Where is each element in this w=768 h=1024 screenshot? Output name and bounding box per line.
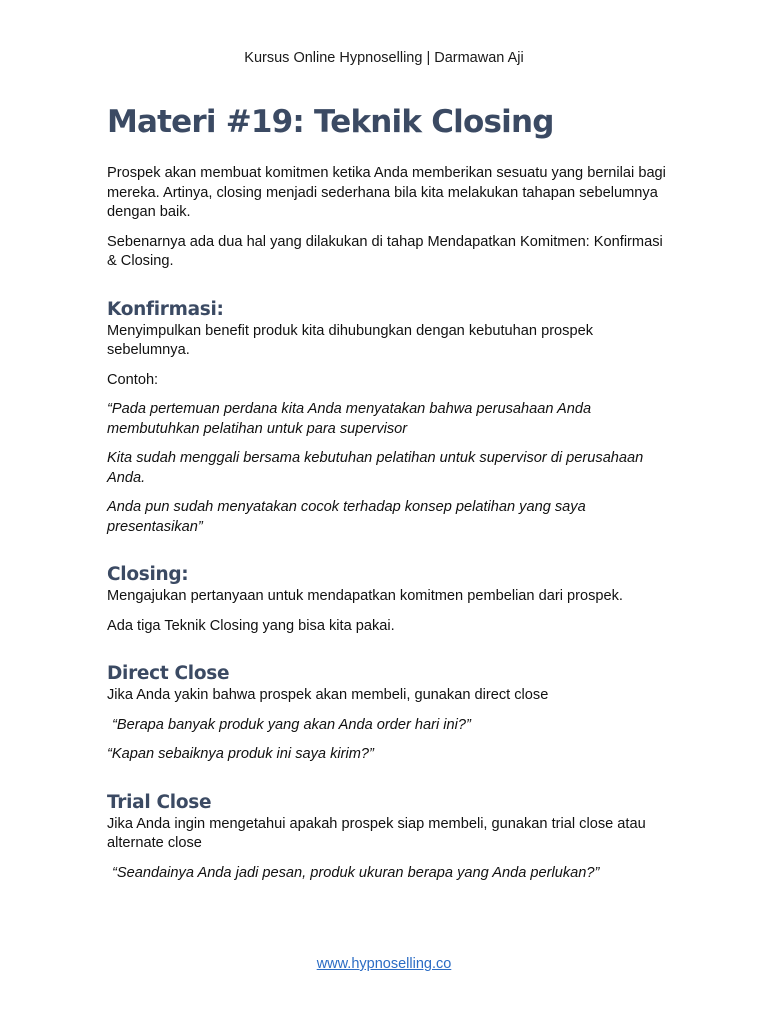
konfirmasi-body: Menyimpulkan benefit produk kita dihubungkan dengan kebutuhan prospek sebelumnya.: [107, 322, 593, 358]
page-title: Materi #19: Teknik Closing: [107, 104, 554, 140]
konfirmasi-quote-3: Anda pun sudah menyatakan cocok terhadap konsep pelatihan yang saya presentasikan”: [107, 499, 586, 535]
trial-close-heading: Trial Close: [107, 791, 212, 813]
direct-close-body: Jika Anda yakin bahwa prospek akan membeli, gunakan direct close: [107, 687, 549, 703]
section-gap: [107, 646, 667, 662]
direct-close-quote-2: “Kapan sebaiknya produk ini saya kirim?”: [107, 746, 374, 762]
section-gap: [107, 547, 667, 563]
section-gap: [107, 282, 667, 298]
konfirmasi-example-label: Contoh:: [107, 371, 159, 388]
direct-close-heading: Direct Close: [107, 663, 230, 684]
website-link[interactable]: www.hypnoselling.co: [316, 956, 452, 972]
konfirmasi-quote-1: “Pada pertemuan perdana kita Anda menyatakan bahwa perusahaan Anda membutuhkan pelatihan untuk para supervisor: [107, 401, 592, 437]
running-header: Kursus Online Hypnoselling | Darmawan Aji: [244, 50, 524, 66]
closing-heading: Closing:: [107, 564, 189, 585]
konfirmasi-quote-2: Kita sudah menggali bersama kebutuhan pelatihan untuk supervisor di perusahaan Anda.: [107, 450, 644, 486]
intro-paragraph-2: Sebenarnya ada dua hal yang dilakukan di tahap Mendapatkan Komitmen: Konfirmasi & Closing.: [107, 233, 663, 269]
document-body: [107, 102, 667, 893]
konfirmasi-heading: Konfirmasi:: [107, 298, 224, 320]
closing-note: Ada tiga Teknik Closing yang bisa kita pakai.: [107, 617, 395, 634]
trial-close-body: Jika Anda ingin mengetahui apakah prospek siap membeli, gunakan trial close atau alternate close: [107, 815, 646, 851]
intro-paragraph-1: Prospek akan membuat komitmen ketika Anda memberikan sesuatu yang bernilai bagi mereka. Artinya, closing menjadi sederhana bila kita melakukan tahapan sebelumnya dengan baik.: [107, 165, 666, 220]
closing-body: Mengajukan pertanyaan untuk mendapatkan komitmen pembelian dari prospek.: [107, 588, 623, 604]
footer: [0, 956, 768, 972]
trial-close-quote-1: “Seandainya Anda jadi pesan, produk ukuran berapa yang Anda perlukan?”: [112, 864, 600, 881]
section-gap: [107, 775, 667, 791]
direct-close-quote-1: “Berapa banyak produk yang akan Anda order hari ini?”: [112, 716, 471, 733]
